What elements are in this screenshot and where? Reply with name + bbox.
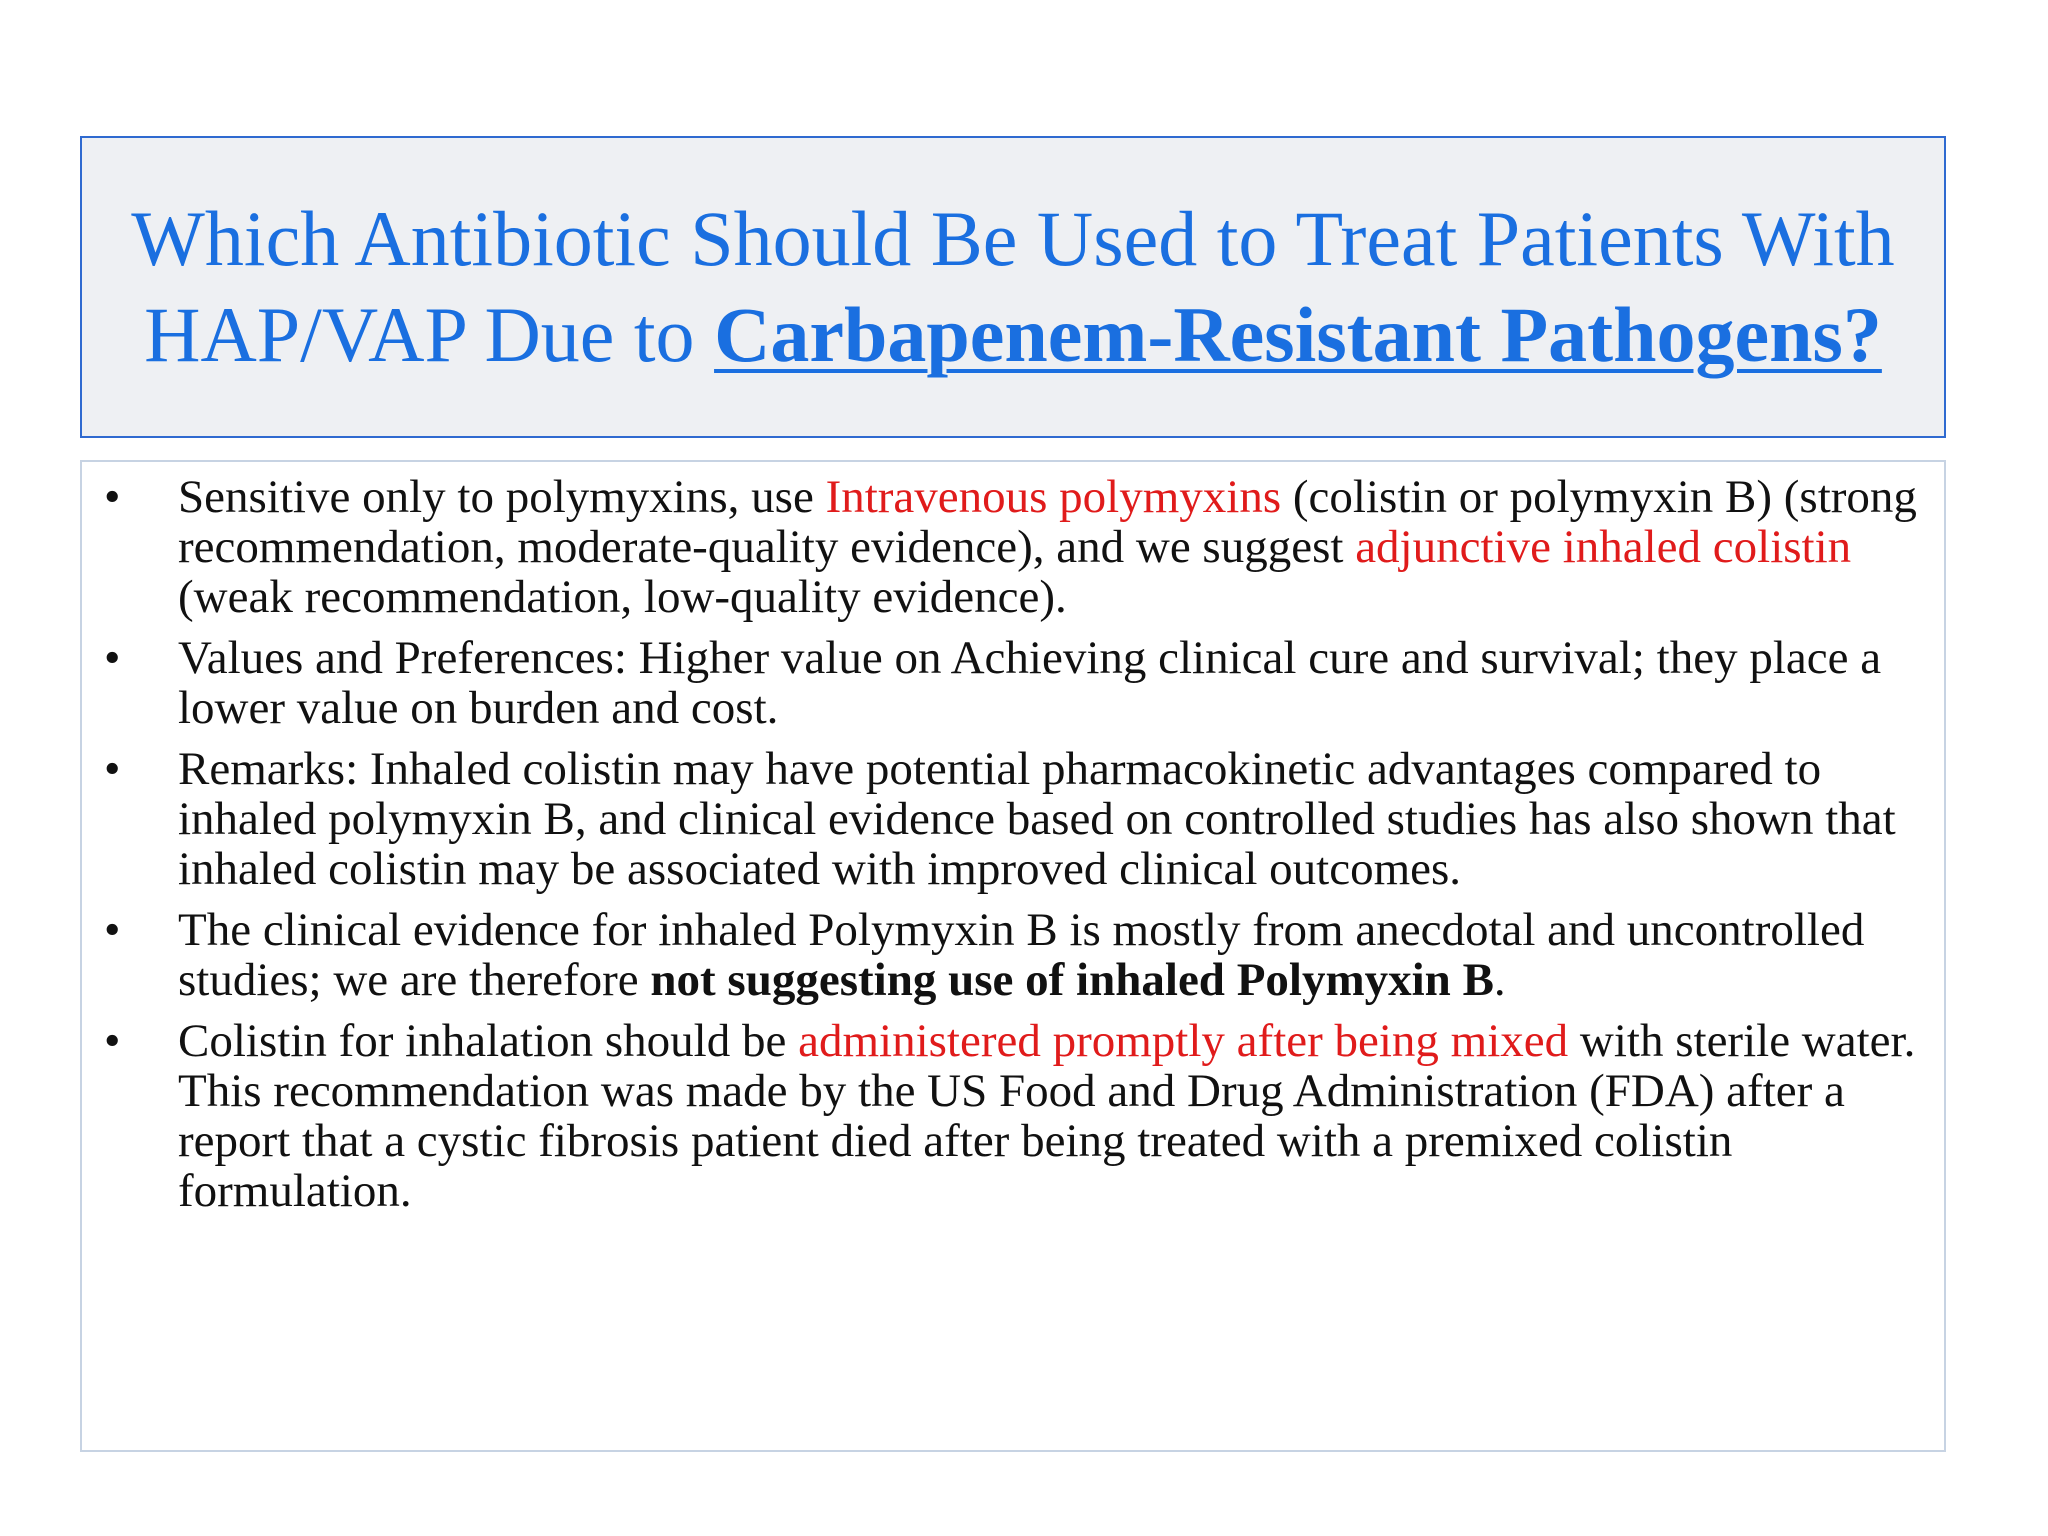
slide-title-emphasis: Carbapenem-Resistant Pathogens? bbox=[714, 291, 1882, 378]
bullet-item-evidence bbox=[102, 905, 1942, 1005]
content-box bbox=[80, 460, 1946, 1452]
bullet-text: Values and Preferences: Higher value on Achieving clinical cure and survival; they place a lower value on burden and cost. bbox=[178, 632, 1882, 734]
bullet-item-remarks bbox=[102, 744, 1942, 894]
highlight-text: adjunctive inhaled colistin bbox=[1355, 521, 1852, 573]
bullet-item-polymyxins bbox=[102, 472, 1942, 622]
bullet-item-values bbox=[102, 633, 1942, 733]
bullet-text: . bbox=[1493, 954, 1506, 1006]
bullet-icon: • bbox=[104, 632, 121, 684]
bullet-icon: • bbox=[104, 1015, 121, 1067]
bullet-icon: • bbox=[104, 904, 121, 956]
bullet-text: (colistin or polymyxin B) (strong recommendation, moderate-quality evidence), and we suggest bbox=[178, 471, 1917, 573]
slide-title-prefix: HAP/VAP Due to bbox=[144, 291, 715, 378]
bullet-icon: • bbox=[104, 471, 121, 523]
slide-title-line1: Which Antibiotic Should Be Used to Treat Patients With bbox=[131, 195, 1895, 282]
highlight-text: administered promptly after being mixed bbox=[798, 1015, 1569, 1067]
highlight-text: Intravenous polymyxins bbox=[825, 471, 1282, 523]
bullet-text: (weak recommendation, low-quality evidence). bbox=[178, 571, 1067, 623]
bold-text: not suggesting use of inhaled Polymyxin B bbox=[650, 954, 1494, 1006]
bullet-text: The clinical evidence for inhaled Polymyxin B is mostly from anecdotal and uncontrolled studies; we are therefore bbox=[178, 904, 1865, 1006]
bullet-text: Remarks: Inhaled colistin may have potential pharmacokinetic advantages compared to inhaled polymyxin B, and clinical evidence based on controlled studies has also shown that inhaled colistin may be associated with improved clinical outcomes. bbox=[178, 743, 1896, 895]
bullet-list bbox=[102, 472, 1942, 1227]
bullet-icon: • bbox=[104, 743, 121, 795]
bullet-item-fda bbox=[102, 1016, 1942, 1216]
title-box bbox=[80, 136, 1946, 438]
bullet-text: Colistin for inhalation should be bbox=[178, 1015, 799, 1067]
slide-title-line2 bbox=[144, 287, 1882, 383]
bullet-text: with sterile water. This recommendation was made by the US Food and Drug Administration (FDA) after a report that a cystic fibrosis patient died after being treated with a premixed colistin formulation. bbox=[178, 1015, 1916, 1217]
bullet-text: Sensitive only to polymyxins, use bbox=[178, 471, 826, 523]
